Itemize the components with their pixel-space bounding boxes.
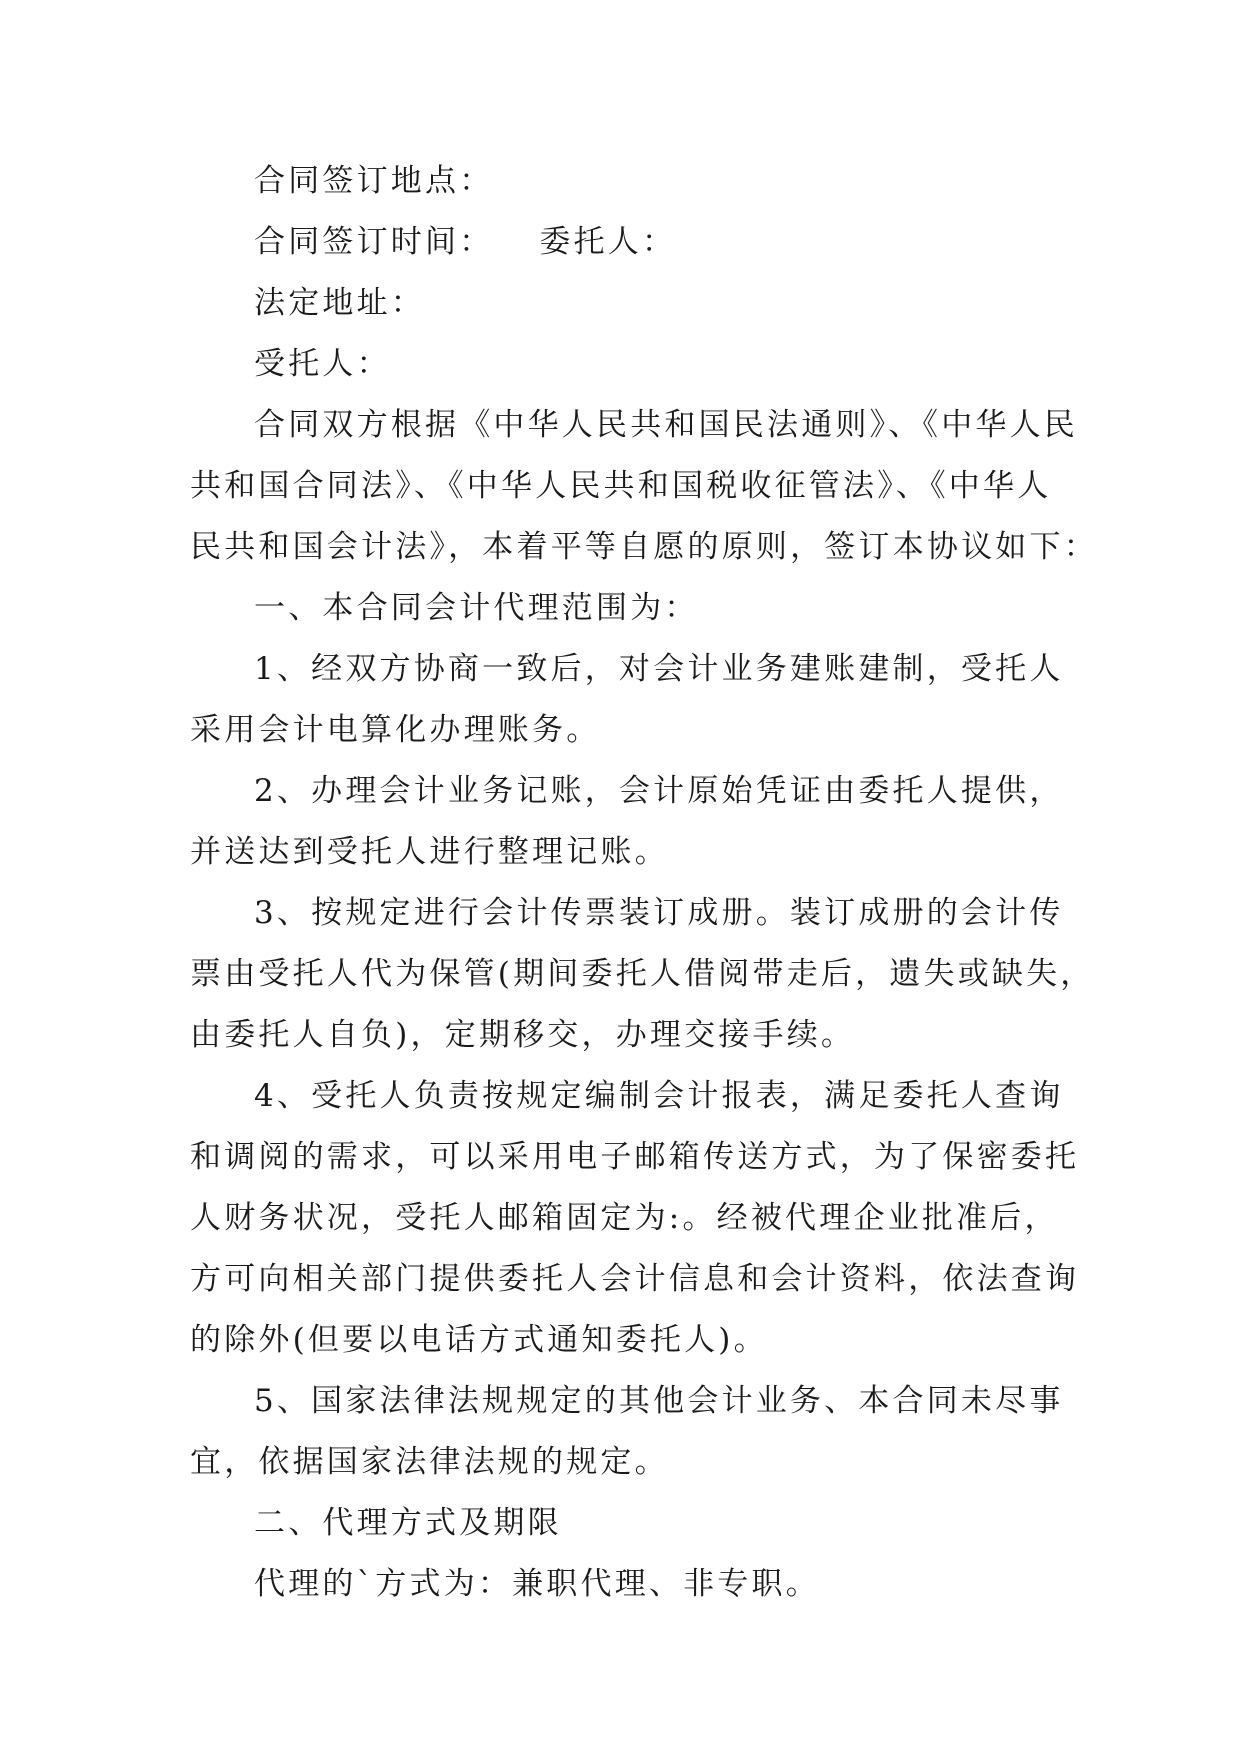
paragraph-line: 合同双方根据《中华人民共和国民法通则》、《中华人民 (254, 407, 1078, 443)
paragraph-line: 共和国合同法》、《中华人民共和国税收征管法》、《中华人 (190, 468, 1052, 504)
paragraph-line: 和调阅的需求，可以采用电子邮箱传送方式，为了保密委托 (190, 1139, 1080, 1175)
signing-place-label: 合同签订地点： (254, 163, 494, 199)
clause-2 (190, 761, 1064, 883)
paragraph-line: 民共和国会计法》，本着平等自愿的原则，签订本协议如下： (190, 529, 1098, 565)
paragraph-line: 并送达到受托人进行整理记账。 (190, 834, 669, 870)
paragraph-line: 由委托人自负)，定期移交，办理交接手续。 (190, 1017, 856, 1053)
section-1-heading: 一、本合同会计代理范围为： (254, 590, 699, 626)
paragraph-line: 2、办理会计业务记账，会计原始凭证由委托人提供， (254, 773, 1064, 809)
signing-place-line (190, 151, 1050, 212)
clause-4 (190, 1066, 1080, 1371)
paragraph-line: 3、按规定进行会计传票装订成册。装订成册的会计传 (254, 895, 1064, 931)
signing-time-line (190, 212, 1050, 273)
legal-address-label: 法定地址： (254, 285, 425, 321)
agent-line (190, 334, 1050, 395)
paragraph-line: 采用会计电算化办理账务。 (190, 712, 601, 748)
paragraph-line: 1、经双方协商一致后，对会计业务建账建制，受托人 (254, 651, 1064, 687)
signing-time-label: 合同签订时间： (254, 224, 494, 260)
paragraph-line: 5、国家法律法规规定的其他会计业务、本合同未尽事 (254, 1383, 1064, 1419)
section-2-heading: 二、代理方式及期限 (254, 1505, 562, 1541)
preamble-paragraph (190, 395, 1098, 578)
paragraph-line: 方可向相关部门提供委托人会计信息和会计资料，依法查询 (190, 1261, 1080, 1297)
paragraph-line: 的除外(但要以电话方式通知委托人)。 (190, 1322, 768, 1358)
clause-1 (190, 639, 1064, 761)
agency-method-line: 代理的`方式为：兼职代理、非专职。 (254, 1566, 820, 1602)
paragraph-line: 人财务状况，受托人邮箱固定为:。经被代理企业批准后， (190, 1200, 1059, 1236)
clause-3 (190, 883, 1095, 1066)
paragraph-line: 宜，依据国家法律法规的规定。 (190, 1444, 669, 1480)
paragraph-line: 票由受托人代为保管(期间委托人借阅带走后，遗失或缺失， (190, 956, 1095, 992)
principal-label: 委托人： (539, 224, 677, 260)
document-body (190, 151, 1098, 1615)
legal-address-line (190, 273, 1050, 334)
agent-label: 受托人： (254, 346, 391, 382)
paragraph-line: 4、受托人负责按规定编制会计报表，满足委托人查询 (254, 1078, 1064, 1114)
clause-5 (190, 1371, 1064, 1493)
